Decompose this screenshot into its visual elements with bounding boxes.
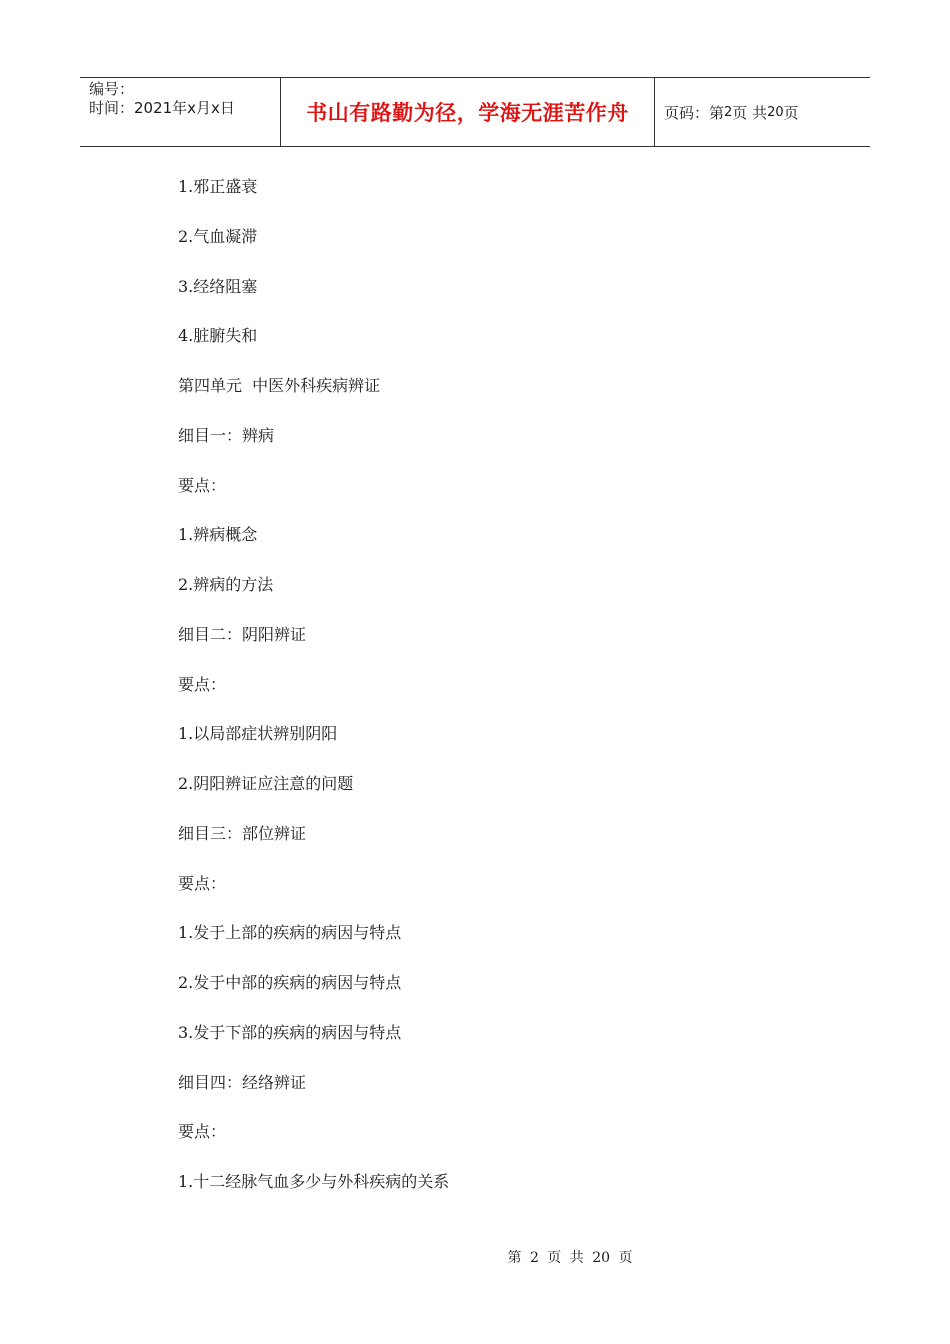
document-body — [178, 174, 449, 1219]
key-points-label: 要点： — [178, 475, 227, 495]
page-footer: 第 2 页 共 20 页 — [507, 1250, 633, 1266]
body-line: 1.邪正盛衰 — [178, 177, 258, 196]
header-motto: 书山有路勤为径，学海无涯苦作舟 — [281, 78, 655, 146]
page-total: 20 — [767, 104, 784, 120]
document-number-label: 编号： — [89, 80, 135, 98]
page-current: 2 — [724, 104, 733, 120]
body-line: 1.辨病概念 — [178, 525, 258, 545]
header-meta — [80, 78, 281, 146]
body-line: 1.以局部症状辨别阴阳 — [178, 724, 338, 744]
section-heading: 细目三：部位辨证 — [178, 823, 307, 843]
page-label-mid: 页 共 — [732, 103, 768, 122]
section-heading: 细目二：阴阳辨证 — [178, 624, 307, 644]
body-line: 2.发于中部的疾病的病因与特点 — [178, 973, 402, 992]
key-points-label: 要点： — [178, 1122, 227, 1142]
body-line: 3.经络阻塞 — [178, 276, 258, 296]
page-header — [80, 77, 870, 147]
section-heading: 细目一：辨病 — [178, 425, 275, 445]
body-line: 2.辨病的方法 — [178, 575, 274, 594]
body-line: 4.脏腑失和 — [178, 326, 258, 346]
key-points-label: 要点： — [178, 873, 227, 893]
header-page-info — [655, 78, 870, 146]
page-label-prefix: 页码：第 — [664, 103, 725, 122]
body-line: 2.气血凝滞 — [178, 226, 258, 246]
body-line: 3.发于下部的疾病的病因与特点 — [178, 1022, 402, 1042]
body-line: 1.十二经脉气血多少与外科疾病的关系 — [178, 1172, 450, 1191]
page-label-suffix: 页 — [783, 103, 799, 122]
unit-heading: 第四单元 中医外科疾病辨证 — [178, 376, 381, 395]
body-line: 2.阴阳辨证应注意的问题 — [178, 774, 354, 793]
section-heading: 细目四：经络辨证 — [178, 1072, 307, 1092]
document-date-label: 时间：2021年x月x日 — [89, 99, 235, 117]
key-points-label: 要点： — [178, 674, 227, 694]
body-line: 1.发于上部的疾病的病因与特点 — [178, 923, 402, 943]
